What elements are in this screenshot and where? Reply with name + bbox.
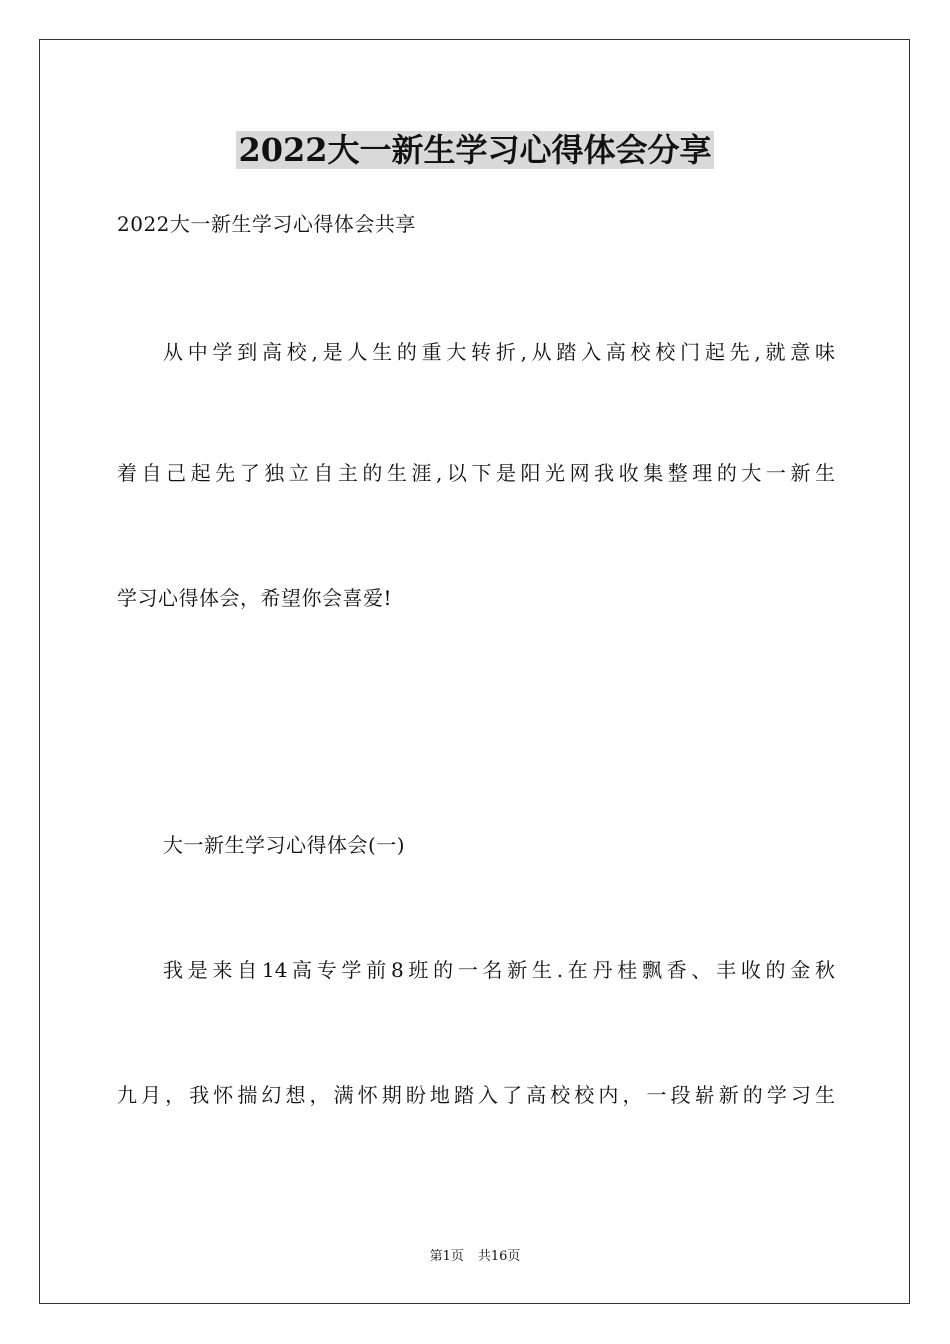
document-title [0,130,950,170]
page-total: 共16页 [477,1249,521,1264]
page-number: 第1页 [429,1249,464,1264]
section-heading: 大一新生学习心得体会(一) [163,833,406,857]
paragraph-line: 着自己起先了独立自主的生涯,以下是阳光网我收集整理的大一新生 [117,461,835,485]
paragraph-line: 九月，我怀揣幻想，满怀期盼地踏入了高校校内，一段崭新的学习生 [117,1083,835,1107]
document-title-text: 2022大一新生学习心得体会分享 [238,131,712,169]
paragraph-line: 学习心得体会，希望你会喜爱! [117,586,393,610]
paragraph-line: 我是来自14高专学前8班的一名新生.在丹桂飘香、丰收的金秋 [163,958,835,982]
page-footer [0,1249,950,1265]
subtitle-line: 2022大一新生学习心得体会共享 [117,212,416,236]
paragraph-line: 从中学到高校,是人生的重大转折,从踏入高校校门起先,就意味 [163,340,835,364]
